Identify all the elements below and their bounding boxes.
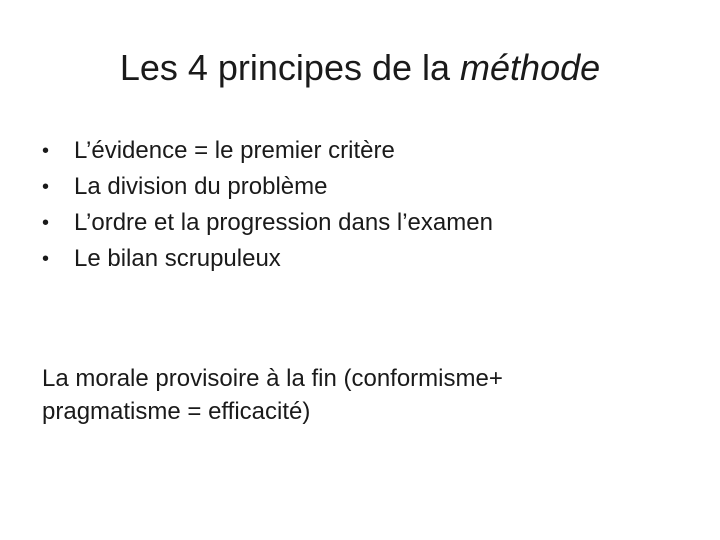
bullet-text: Le bilan scrupuleux	[74, 245, 281, 272]
bullet-icon: •	[42, 140, 50, 162]
list-item	[42, 205, 682, 241]
list-item	[42, 241, 682, 277]
conclusion-line: pragmatisme = efficacité)	[42, 398, 311, 425]
bullet-text: L’évidence = le premier critère	[74, 137, 395, 164]
principles-list	[42, 133, 682, 277]
bullet-icon: •	[42, 248, 50, 270]
bullet-icon: •	[42, 176, 50, 198]
title-emphasis: méthode	[460, 47, 601, 88]
slide-title	[0, 44, 720, 92]
list-item	[42, 133, 682, 169]
bullet-text: L’ordre et la progression dans l’examen	[74, 209, 493, 236]
title-prefix: Les 4 principes de la	[119, 47, 461, 88]
conclusion-line: La morale provisoire à la fin (conformisme+	[42, 365, 503, 392]
bullet-text: La division du problème	[74, 173, 328, 200]
bullet-icon: •	[42, 212, 50, 234]
list-item	[42, 169, 682, 205]
conclusion-paragraph	[42, 362, 682, 428]
